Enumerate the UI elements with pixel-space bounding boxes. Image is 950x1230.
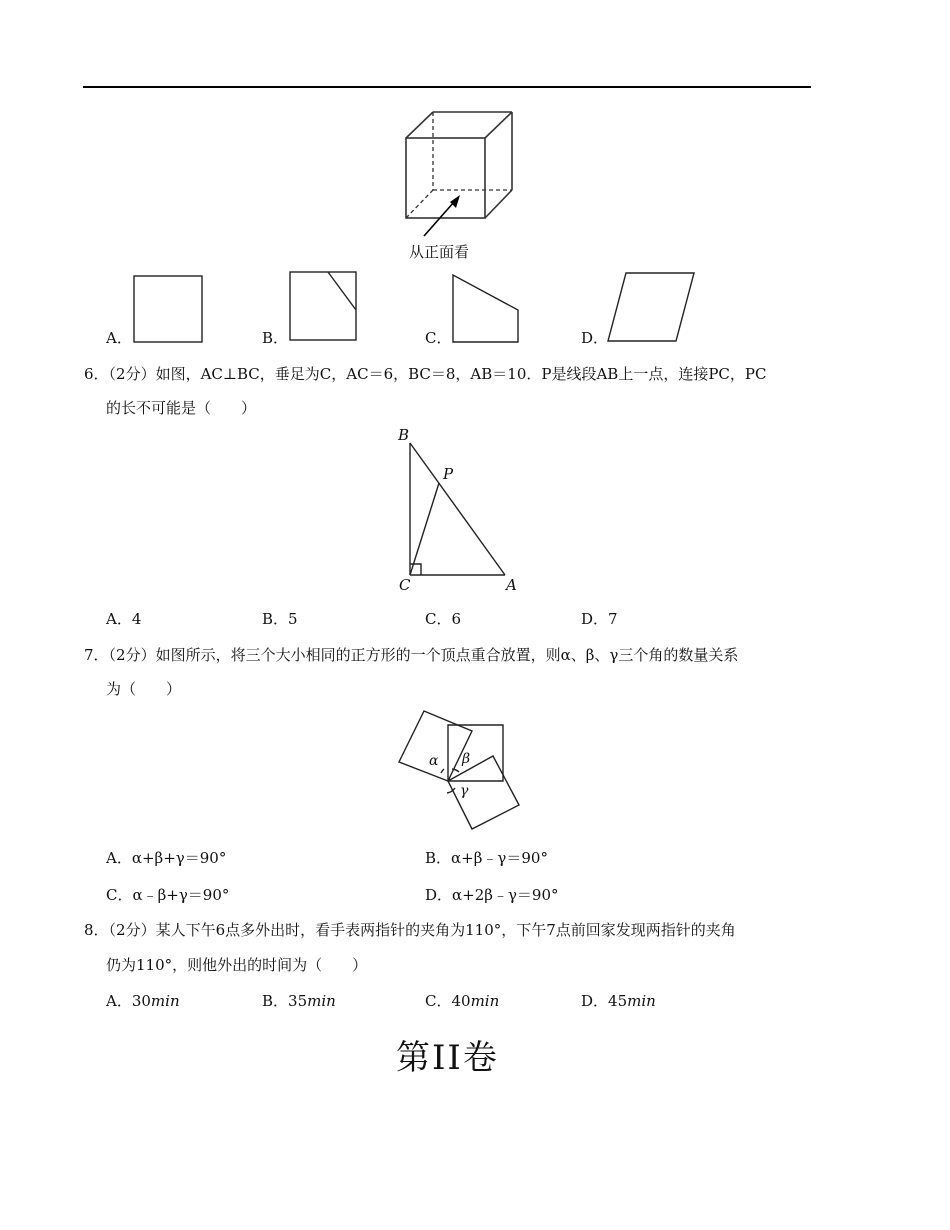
- q6-text-line1: 6．（2分）如图，AC⊥BC，垂足为C，AC＝6，BC＝8，AB＝10．P是线段AB上一点，连接PC，PC: [84, 365, 767, 383]
- label-p: P: [443, 465, 454, 483]
- q8-option-c: [425, 991, 499, 1011]
- figure-caption: 从正面看: [409, 243, 470, 261]
- q7-option-b: B．α+β﹣γ＝90°: [425, 849, 548, 867]
- label-a: A: [506, 576, 517, 594]
- q8-option-d: [581, 991, 656, 1011]
- q6-text-line2: 的长不可能是（ ）: [106, 399, 257, 417]
- q7-option-a: A．α+β+γ＝90°: [106, 849, 227, 867]
- label-b: B: [398, 426, 410, 444]
- q6-option-d: D．7: [581, 610, 618, 628]
- option-b-label: B．: [262, 329, 289, 347]
- label-gamma: γ: [460, 783, 469, 799]
- q8-option-c-prefix: C．40: [425, 992, 471, 1010]
- q7-option-d: D．α+2β﹣γ＝90°: [425, 886, 559, 904]
- q8-option-a: [106, 991, 180, 1011]
- label-beta: β: [462, 751, 471, 767]
- q8-option-a-prefix: A．30: [106, 992, 151, 1010]
- option-c-label: C．: [425, 329, 452, 347]
- q8-option-b-prefix: B．35: [262, 992, 308, 1010]
- section-title: 第II卷: [396, 1038, 499, 1078]
- label-alpha: α: [429, 753, 439, 769]
- q7-text-line2: 为（ ）: [106, 680, 182, 698]
- q6-option-b: B．5: [262, 610, 298, 628]
- option-d-label: D．: [581, 329, 609, 347]
- q8-text-line1: 8．（2分）某人下午6点多外出时，看手表两指针的夹角为110°，下午7点前回家发现两指针的夹角: [84, 921, 736, 939]
- q8-option-d-unit: min: [627, 992, 656, 1010]
- q8-option-d-prefix: D．45: [581, 992, 628, 1010]
- q8-option-c-unit: min: [470, 992, 500, 1010]
- q7-text-line1: 7．（2分）如图所示，将三个大小相同的正方形的一个顶点重合放置，则α、β、γ三个角的数量关系: [84, 646, 739, 664]
- q8-option-b: [262, 991, 336, 1011]
- q7-option-c: C．α﹣β+γ＝90°: [106, 886, 230, 904]
- q8-text-line2: 仍为110°，则他外出的时间为（ ）: [106, 956, 368, 974]
- q6-option-c: C．6: [425, 610, 462, 628]
- label-c: C: [399, 576, 411, 594]
- q6-option-a: A．4: [106, 610, 142, 628]
- option-a-label: A．: [106, 329, 132, 347]
- q8-option-b-unit: min: [307, 992, 336, 1010]
- q8-option-a-unit: min: [150, 992, 180, 1010]
